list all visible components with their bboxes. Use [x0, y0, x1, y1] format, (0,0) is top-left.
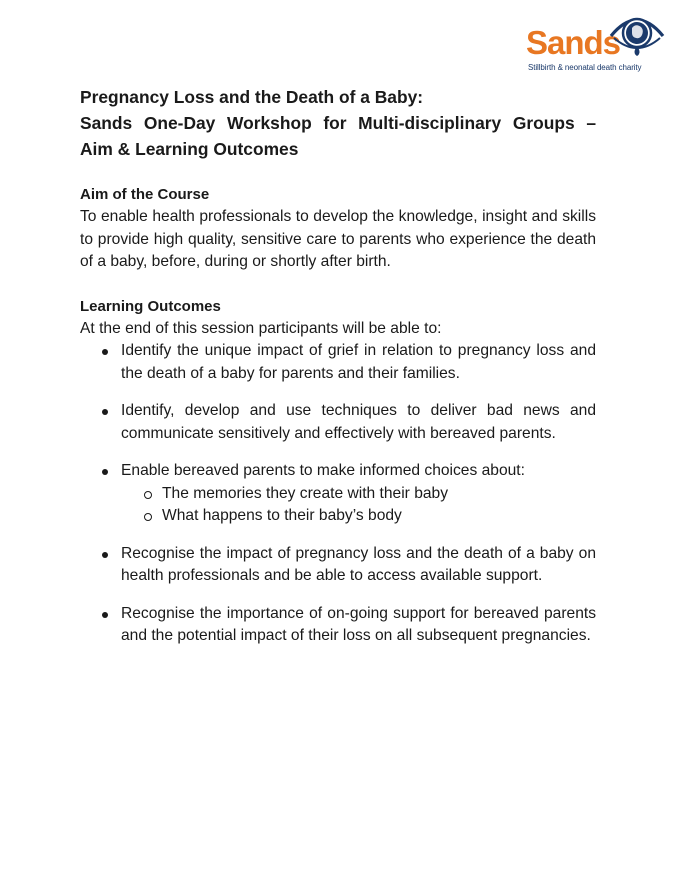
list-item-text: Identify, develop and use techniques to deliver bad news and communicate sensitively and effectively with bereaved parents.: [121, 402, 596, 442]
bullet-icon: [102, 469, 108, 475]
sands-logo: [524, 6, 674, 72]
aim-heading: Aim of the Course: [80, 186, 210, 203]
list-item: [80, 340, 596, 385]
bullet-icon: [102, 612, 108, 618]
list-item: [80, 400, 596, 445]
logo-tagline: Stillbirth & neonatal death charity: [528, 63, 642, 72]
aim-body: To enable health professionals to develop the knowledge, insight and skills to provide high quality, sensitive care to parents who experience the death of a baby, before, during or shortly after birth.: [80, 208, 596, 270]
page-title: [80, 84, 596, 162]
eye-with-baby-and-teardrop-icon: [608, 6, 666, 60]
document-body: [80, 84, 596, 648]
title-line-2: Sands One-Day Workshop for Multi-disciplinary Groups –: [80, 113, 596, 133]
bullet-icon: [102, 349, 108, 355]
list-item-text: Recognise the impact of pregnancy loss and the death of a baby on health professionals and be able to access available support.: [121, 544, 596, 584]
outcomes-list: [80, 340, 596, 648]
sub-list-item-text: What happens to their baby’s body: [162, 507, 402, 524]
learning-outcomes-heading: Learning Outcomes: [80, 297, 221, 315]
sub-list-item: [121, 483, 596, 506]
learning-outcomes-section: [80, 296, 596, 648]
list-item: [80, 460, 596, 528]
aim-section: [80, 184, 596, 274]
sub-list-item-text: The memories they create with their baby: [162, 484, 449, 502]
list-item: [80, 543, 596, 588]
list-item-text: Recognise the importance of on-going support for bereaved parents and the potential impact of their loss on all subsequent pregnancies.: [121, 604, 596, 644]
bullet-icon: [102, 409, 108, 415]
title-line-3: Aim & Learning Outcomes: [80, 139, 299, 159]
list-item: [80, 603, 596, 648]
hollow-bullet-icon: [144, 513, 152, 521]
learning-outcomes-intro: At the end of this session participants will be able to:: [80, 319, 442, 337]
bullet-icon: [102, 552, 108, 558]
list-item-text: Identify the unique impact of grief in relation to pregnancy loss and the death of a baby for parents and their families.: [121, 342, 596, 382]
sub-list-item: [121, 505, 596, 528]
logo-wordmark: Sands: [526, 24, 621, 61]
title-line-1: Pregnancy Loss and the Death of a Baby:: [80, 87, 424, 107]
sub-list: [121, 483, 596, 528]
hollow-bullet-icon: [144, 491, 152, 499]
list-item-text: Enable bereaved parents to make informed choices about:: [121, 462, 525, 479]
